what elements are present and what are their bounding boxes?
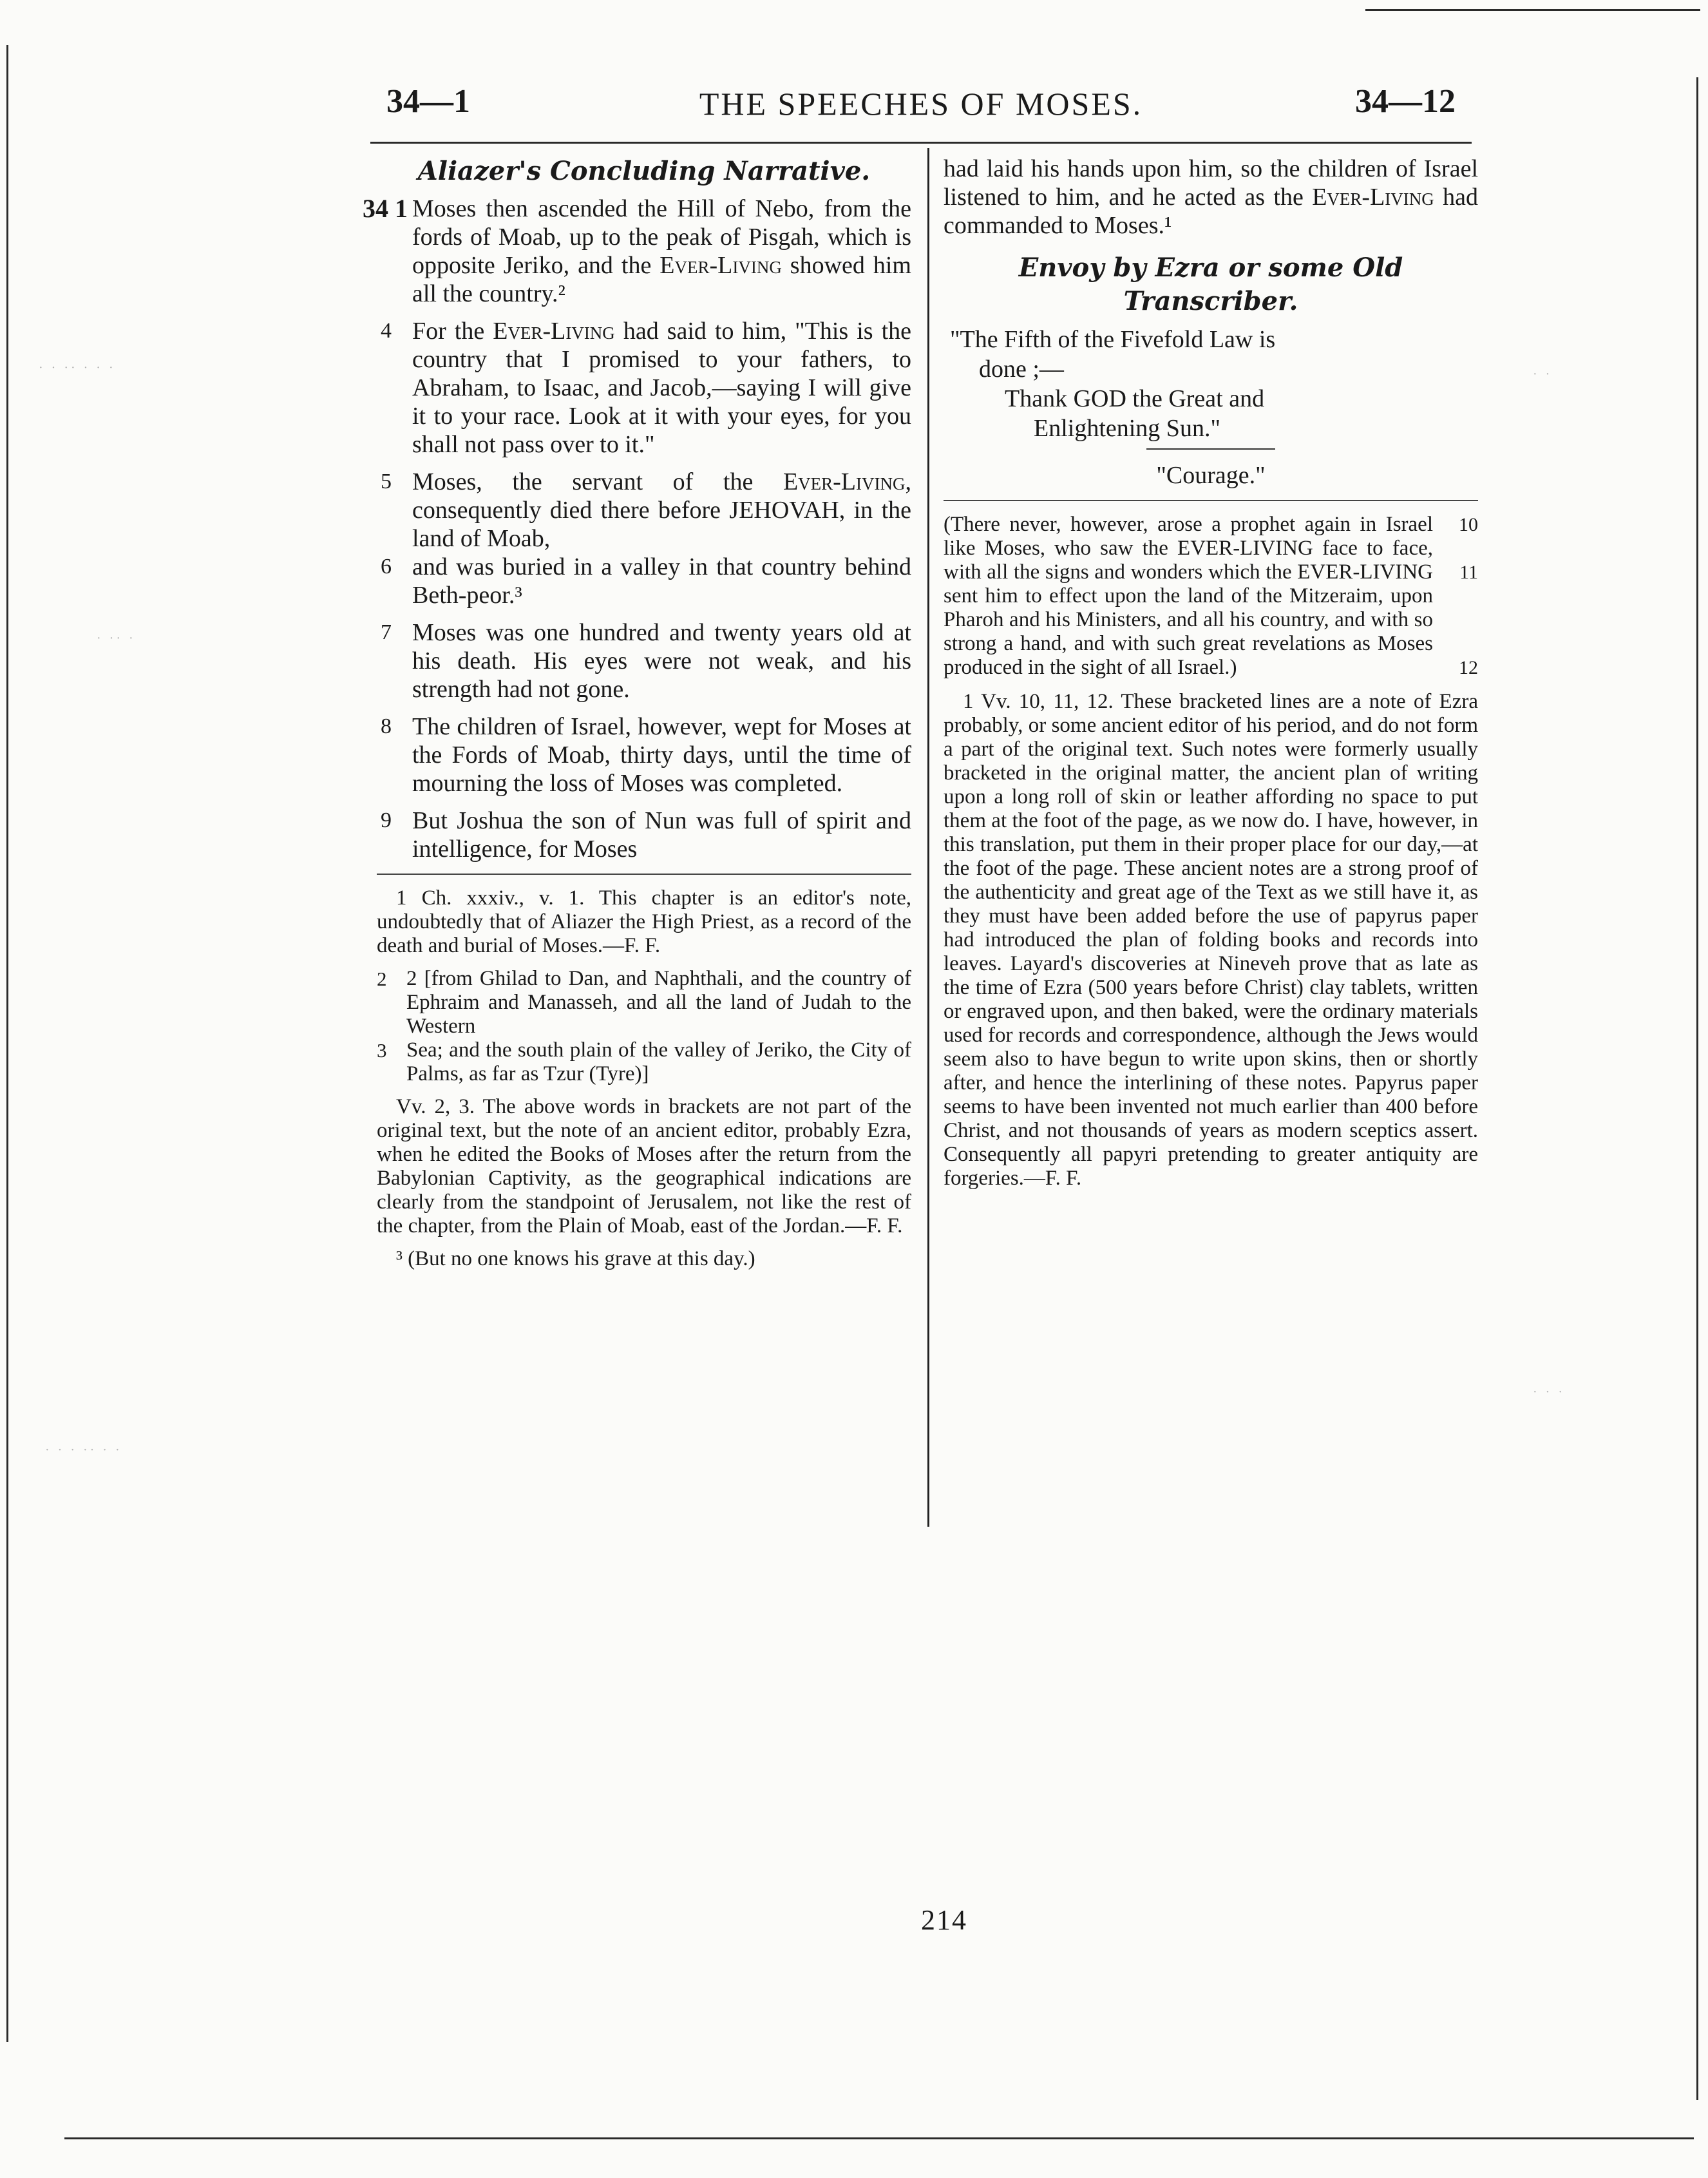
margin-verse-number: 12 (1459, 657, 1478, 678)
header-rule (370, 142, 1472, 144)
verse-text: showed him all the country.² (412, 252, 911, 307)
envoy-poem (944, 325, 1478, 443)
verse (377, 618, 911, 703)
verse-number: 2 (377, 968, 387, 990)
right-column (944, 155, 1478, 1199)
divine-name: Ever-Living (493, 318, 615, 345)
parenthetical-text: (There never, however, arose a prophet again in Israel like Moses, who saw the EVER-LIVING face to face, with all the signs and wonders which the EVER-LIVING sent him to effect upon the land of the Mitzeraim, upon Pharoh and his Ministers, and all his country, and with so strong a hand, and with such great revelations as Moses produced in the sight of all Israel.) (944, 513, 1433, 679)
verse-text: Moses then ascended the Hill of Nebo, from the fords of Moab, up to the peak of Pisgah, which is opposite Jeriko, and the (412, 195, 911, 279)
running-header (386, 82, 1456, 140)
verse-text: The children of Israel, however, wept for Moses at the Fords of Moab, thirty days, until the time of mourning the loss of Moses was completed. (412, 713, 911, 797)
margin-speckle: · · · (1533, 1385, 1565, 1399)
margin-speckle: · · ·· · · · (39, 361, 116, 375)
verse (363, 194, 911, 308)
left-column (363, 155, 911, 1280)
verse-number: 8 (381, 714, 392, 738)
poem-line: Thank GOD the Great and (1005, 385, 1265, 412)
verse-text: and was buried in a valley in that country behind Beth-peor.³ (412, 553, 911, 609)
section-heading: Aliazer's Concluding Narrative. (417, 156, 871, 186)
verse-number: 3 (377, 1039, 387, 1062)
verse-text: had said to him, "This is the country that I promised to your fathers, to Abraham, to Isaac, and Jacob,—saying I will give it to your race. Look at it with your eyes, for you shall not pass over to it." (412, 318, 911, 458)
right-edge-rule (1696, 77, 1698, 2100)
section-heading: Envoy by Ezra or some Old Transcriber. (1018, 253, 1403, 316)
bottom-edge-rule (64, 2137, 1694, 2139)
verse (377, 807, 911, 863)
section-rule (944, 500, 1478, 501)
verse (377, 468, 911, 553)
ornament-rule (1146, 448, 1275, 450)
verse-number: 7 (381, 620, 392, 644)
divine-name: Ever-Living (659, 252, 782, 279)
verse (377, 553, 911, 609)
margin-verse-number: 10 (1459, 514, 1478, 535)
verse-number: 5 (381, 470, 392, 493)
chapter-verse-right: 34—12 (1355, 83, 1456, 120)
verse-continuation (944, 155, 1478, 240)
verse-number: 34 1 (363, 194, 408, 223)
verse (377, 317, 911, 459)
verse-text: For the (412, 318, 493, 345)
bracketed-note-text: Sea; and the south plain of the valley of Jeriko, the City of Palms, as far as Tzur (Tyre)] (406, 1038, 911, 1085)
motto: "Courage." (1156, 462, 1266, 489)
margin-speckle: · · · ·· · · (45, 1443, 122, 1457)
poem-line: Enlightening Sun." (1034, 415, 1220, 442)
verse-number: 4 (381, 319, 392, 343)
page-title: THE SPEECHES OF MOSES. (699, 86, 1143, 122)
parenthetical-verses (944, 513, 1478, 680)
left-edge-rule (6, 45, 8, 2042)
verse-text: Moses was one hundred and twenty years old at his death. His eyes were not weak, and his strength had not gone. (412, 619, 911, 703)
divine-name: Ever-Living (1312, 184, 1434, 211)
footnote: 1 Ch. xxxiv., v. 1. This chapter is an editor's note, undoubtedly that of Aliazer the High Priest, as a record of the death and burial of Moses.—F. F. (377, 886, 911, 957)
divine-name: Ever-Living (783, 468, 906, 495)
verse-text: , consequently died there before JEHOVAH, in the land of Moab, (412, 468, 911, 552)
bracketed-note (377, 967, 911, 1038)
footnote-rule (377, 874, 911, 875)
column-divider (927, 148, 929, 1527)
bracketed-note (377, 1038, 911, 1086)
margin-speckle: · · (1533, 367, 1553, 381)
verse-text: But Joshua the son of Nun was full of spirit and intelligence, for Moses (412, 807, 911, 863)
verse-text: had commanded to Moses.¹ (944, 184, 1478, 239)
poem-line: "The Fifth of the Fivefold Law is (950, 326, 1276, 353)
bracketed-note-text: 2 [from Ghilad to Dan, and Naphthali, and the country of Ephraim and Manasseh, and all the land of Judah to the Western (406, 967, 911, 1038)
verse (377, 712, 911, 798)
verse-number: 6 (381, 555, 392, 578)
footnote: 1 Vv. 10, 11, 12. These bracketed lines are a note of Ezra probably, or some ancient editor of his period, and do not form a part of the original text. Such notes were formerly usually bracketed in the original matter, the ancient plan of writing upon a long roll of skin or leather affording no space to put them at the foot of the page, as we now do. I have, however, in this translation, put them in their proper place for our day,—at the foot of the page. These ancient notes are a strong proof of the authenticity and great age of the Text as we still have it, as they must have been added before the use of papyrus paper had introduced the plan of folding books and records into leaves. Layard's discoveries at Nineveh prove that as late as the time of Ezra (500 years before Christ) clay tablets, written or engraved upon, and then baked, were the ordinary materials used for records and correspondence, although the Jews would seem also to have begun to write upon skins, then or shortly after, and hence the interlining of these notes. Papyrus paper seems to have been invented not much earlier than 400 before Christ, and not thousands of years as modern sceptics assert. Consequently all papyri pretending to greater antiquity are forgeries.—F. F. (944, 690, 1478, 1190)
chapter-verse-left: 34—1 (386, 83, 470, 120)
margin-speckle: · ·· · (97, 631, 136, 645)
page-number: 214 (921, 1904, 967, 1936)
poem-line: done ;— (979, 356, 1064, 383)
top-edge-rule (1365, 9, 1700, 11)
margin-verse-number: 11 (1459, 562, 1478, 583)
verse-text: had laid his hands upon him, so the children of Israel listened to him, and he acted as the (944, 155, 1478, 211)
footnote: ³ (But no one knows his grave at this day.) (396, 1247, 755, 1270)
footnote: Vv. 2, 3. The above words in brackets are not part of the original text, but the note of an ancient editor, probably Ezra, when he edited the Books of Moses after the return from the Babylonian Captivity, as the geographical indications are clearly from the standpoint of Jerusalem, not like the rest of the chapter, from the Plain of Moab, east of the Jordan.—F. F. (377, 1095, 911, 1237)
verse-text: Moses, the servant of the (412, 468, 783, 495)
verse-number: 9 (381, 808, 392, 832)
